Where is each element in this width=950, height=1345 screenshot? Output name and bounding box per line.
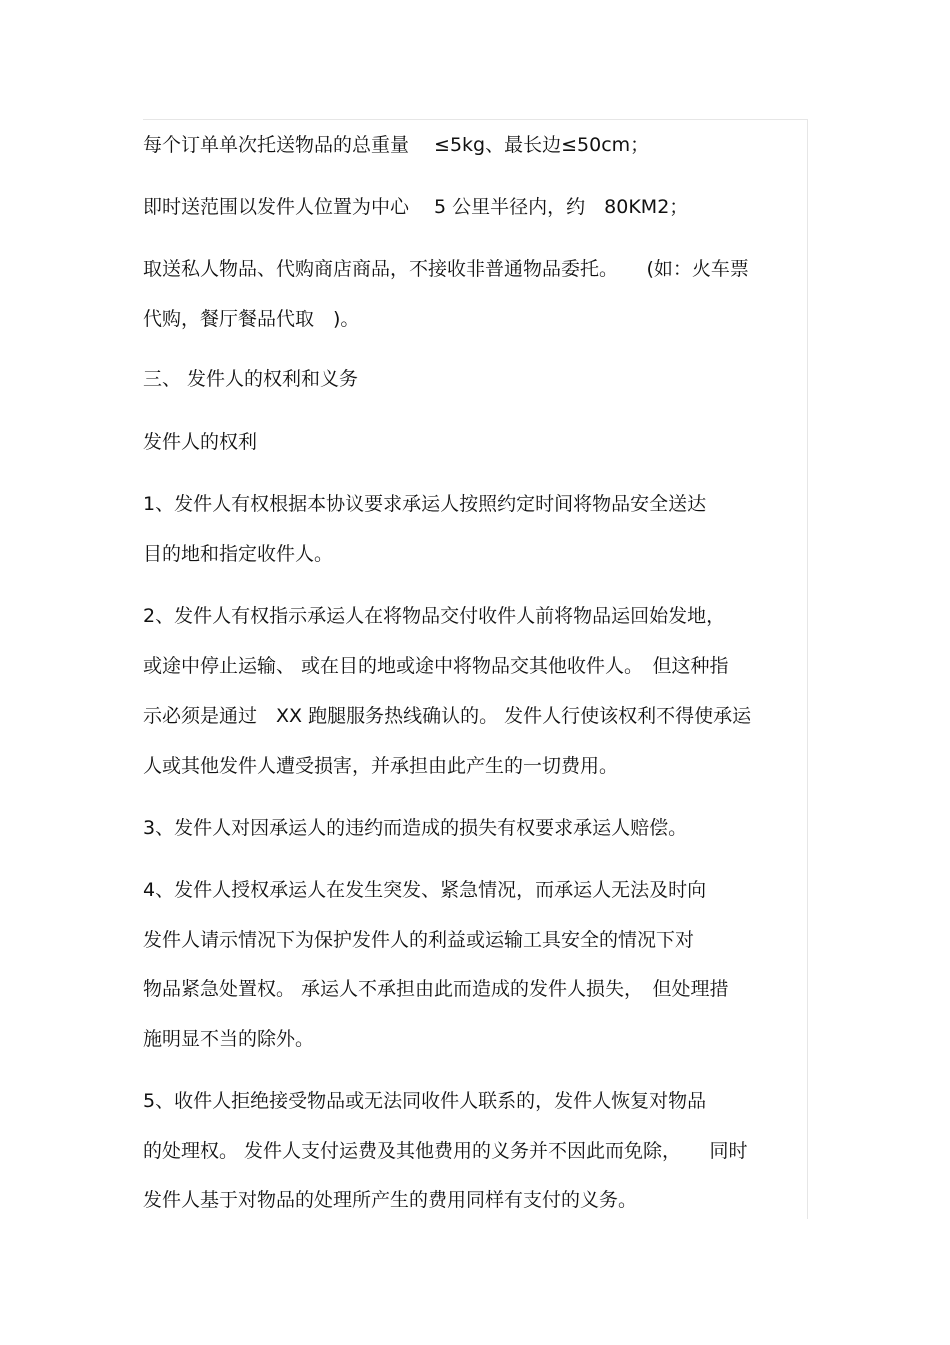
text-line-item-scope: 取送私人物品、代购商店商品，不接收非普通物品委托。 (如：火车票 xyxy=(143,258,749,280)
text-line-item-scope-cont: 代购，餐厅餐品代取 )。 xyxy=(143,308,360,330)
text-line-delivery-range: 即时送范围以发件人位置为中心 5 公里半径内，约 80KM2； xyxy=(143,196,689,218)
page-border-top xyxy=(143,119,808,120)
clause-3-line-1: 3、发件人对因承运人的违约而造成的损失有权要求承运人赔偿。 xyxy=(143,817,688,839)
section-heading-sender-rights-duties: 三、 发件人的权利和义务 xyxy=(143,368,359,390)
clause-4-line-2: 发件人请示情况下为保护发件人的利益或运输工具安全的情况下对 xyxy=(143,929,695,951)
clause-5-line-3: 发件人基于对物品的处理所产生的费用同样有支付的义务。 xyxy=(143,1189,638,1211)
clause-4-line-3: 物品紧急处置权。 承运人不承担由此而造成的发件人损失， 但处理措 xyxy=(143,978,729,1000)
clause-2-line-2: 或途中停止运输、 或在目的地或途中将物品交其他收件人。 但这种指 xyxy=(143,655,729,677)
clause-2-line-4: 人或其他发件人遭受损害，并承担由此产生的一切费用。 xyxy=(143,755,619,777)
clause-1-line-2: 目的地和指定收件人。 xyxy=(143,543,334,565)
clause-5-line-1: 5、收件人拒绝接受物品或无法同收件人联系的，发件人恢复对物品 xyxy=(143,1090,707,1112)
clause-2-line-3: 示必须是通过 XX 跑腿服务热线确认的。 发件人行使该权利不得使承运 xyxy=(143,705,752,727)
clause-5-line-2: 的处理权。 发件人支付运费及其他费用的义务并不因此而免除， 同时 xyxy=(143,1140,748,1162)
clause-4-line-1: 4、发件人授权承运人在发生突发、紧急情况，而承运人无法及时向 xyxy=(143,879,707,901)
clause-4-line-4: 施明显不当的除外。 xyxy=(143,1028,315,1050)
clause-2-line-1: 2、发件人有权指示承运人在将物品交付收件人前将物品运回始发地， xyxy=(143,605,726,627)
clause-1-line-1: 1、发件人有权根据本协议要求承运人按照约定时间将物品安全送达 xyxy=(143,493,707,515)
subheading-sender-rights: 发件人的权利 xyxy=(143,431,258,453)
text-line-weight-limit: 每个订单单次托送物品的总重量 ≤5kg、最长边≤50cm； xyxy=(143,134,650,156)
page-border-right xyxy=(807,119,808,1219)
